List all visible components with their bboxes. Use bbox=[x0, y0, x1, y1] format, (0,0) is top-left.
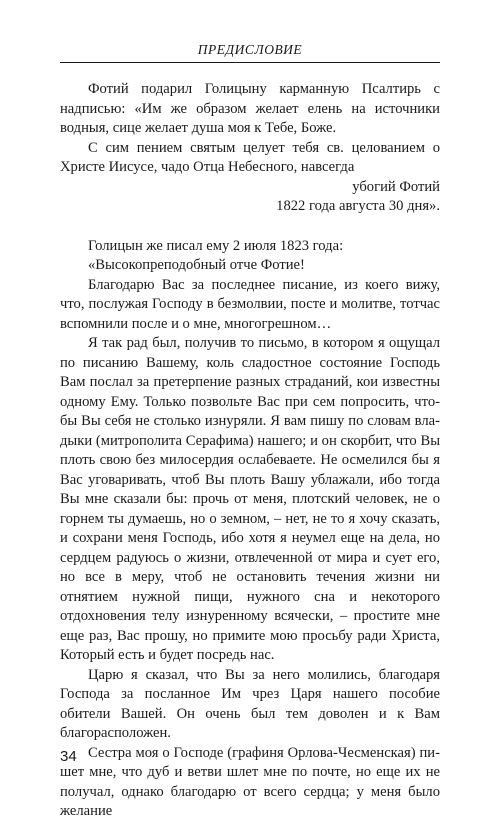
paragraph: Я так рад был, получив то письмо, в котором я ощущал по писанию Вашему, коль сладостное состояние Господь Вам послал за претерпение разных страданий, кои известны одному Ему. Только позвольте Вас при сем попросить, чтобы Вы себя не столько изнуряли. Я вам пишу по словам владыки (митрополита Серафима) нашего; и он скорбит, что Вы плоть свою без милосердия ослабеваете. Не осмелился бы я Вас уговаривать, чтоб Вы плоть Вашу ублажали, ибо тогда Вы мне сказали бы: прочь от меня, плотский человек, не о горнем ты думаешь, но о земном, – нет, не то я хочу сказать, и сохрани меня Господь, ибо хотя я неумел еще на дела, но сердцем радуюсь о жизни, отвлеченной от мира и сует его, но все в меру, чтоб не остановить течения жизни ни отнятием нужной пищи, нужного сна и некоторого отдохновения телу изнуренному всячески, – простите мне еще раз, Вас прошу, но примите мою просьбу ради Христа, Который есть и будет посредь нас. bbox=[60, 335, 440, 663]
signature-date: 1822 года августа 30 дня». bbox=[276, 198, 440, 214]
page-number: 34 bbox=[60, 748, 77, 765]
paragraph: Фотий подарил Голицыну карманную Псалтирь с надписью: «Им же образом желает елень на источники водныя, сице желает душа моя к Тебе, Боже. bbox=[60, 81, 440, 136]
paragraph: Благодарю Вас за последнее писание, из коего вижу, что, послужая Господу в безмолвии, посте и молитве, тотчас вспомнили после и о мне, многогрешном… bbox=[60, 276, 440, 332]
paragraph: С сим пением святым целует тебя св. целованием о Христе Иисусе, чадо Отца Небесного, навсегда bbox=[60, 139, 440, 175]
page-body bbox=[60, 80, 440, 822]
paragraph: Сестра моя о Господе (графиня Орлова-Чесменская) пишет мне, что дуб и ветви шлет мне по почте, но еще их не получал, однако благодарю от всего сердца; у меня было желание bbox=[60, 744, 440, 819]
running-header: ПРЕДИСЛОВИЕ bbox=[197, 42, 303, 57]
signature-name: убогий Фотий bbox=[352, 178, 440, 195]
header-rule bbox=[60, 62, 440, 63]
letter-salutation: «Высокопреподобный отче Фотие! bbox=[88, 257, 305, 273]
paragraph: Царю я сказал, что Вы за него молились, благодаря Господа за посланное Им чрез Царя нашего пособие обители Вашей. Он очень был тем доволен и к Вам благорасположен. bbox=[60, 666, 440, 741]
paragraph: Голицын же писал ему 2 июля 1823 года: bbox=[88, 237, 344, 254]
section-gap bbox=[60, 217, 440, 237]
